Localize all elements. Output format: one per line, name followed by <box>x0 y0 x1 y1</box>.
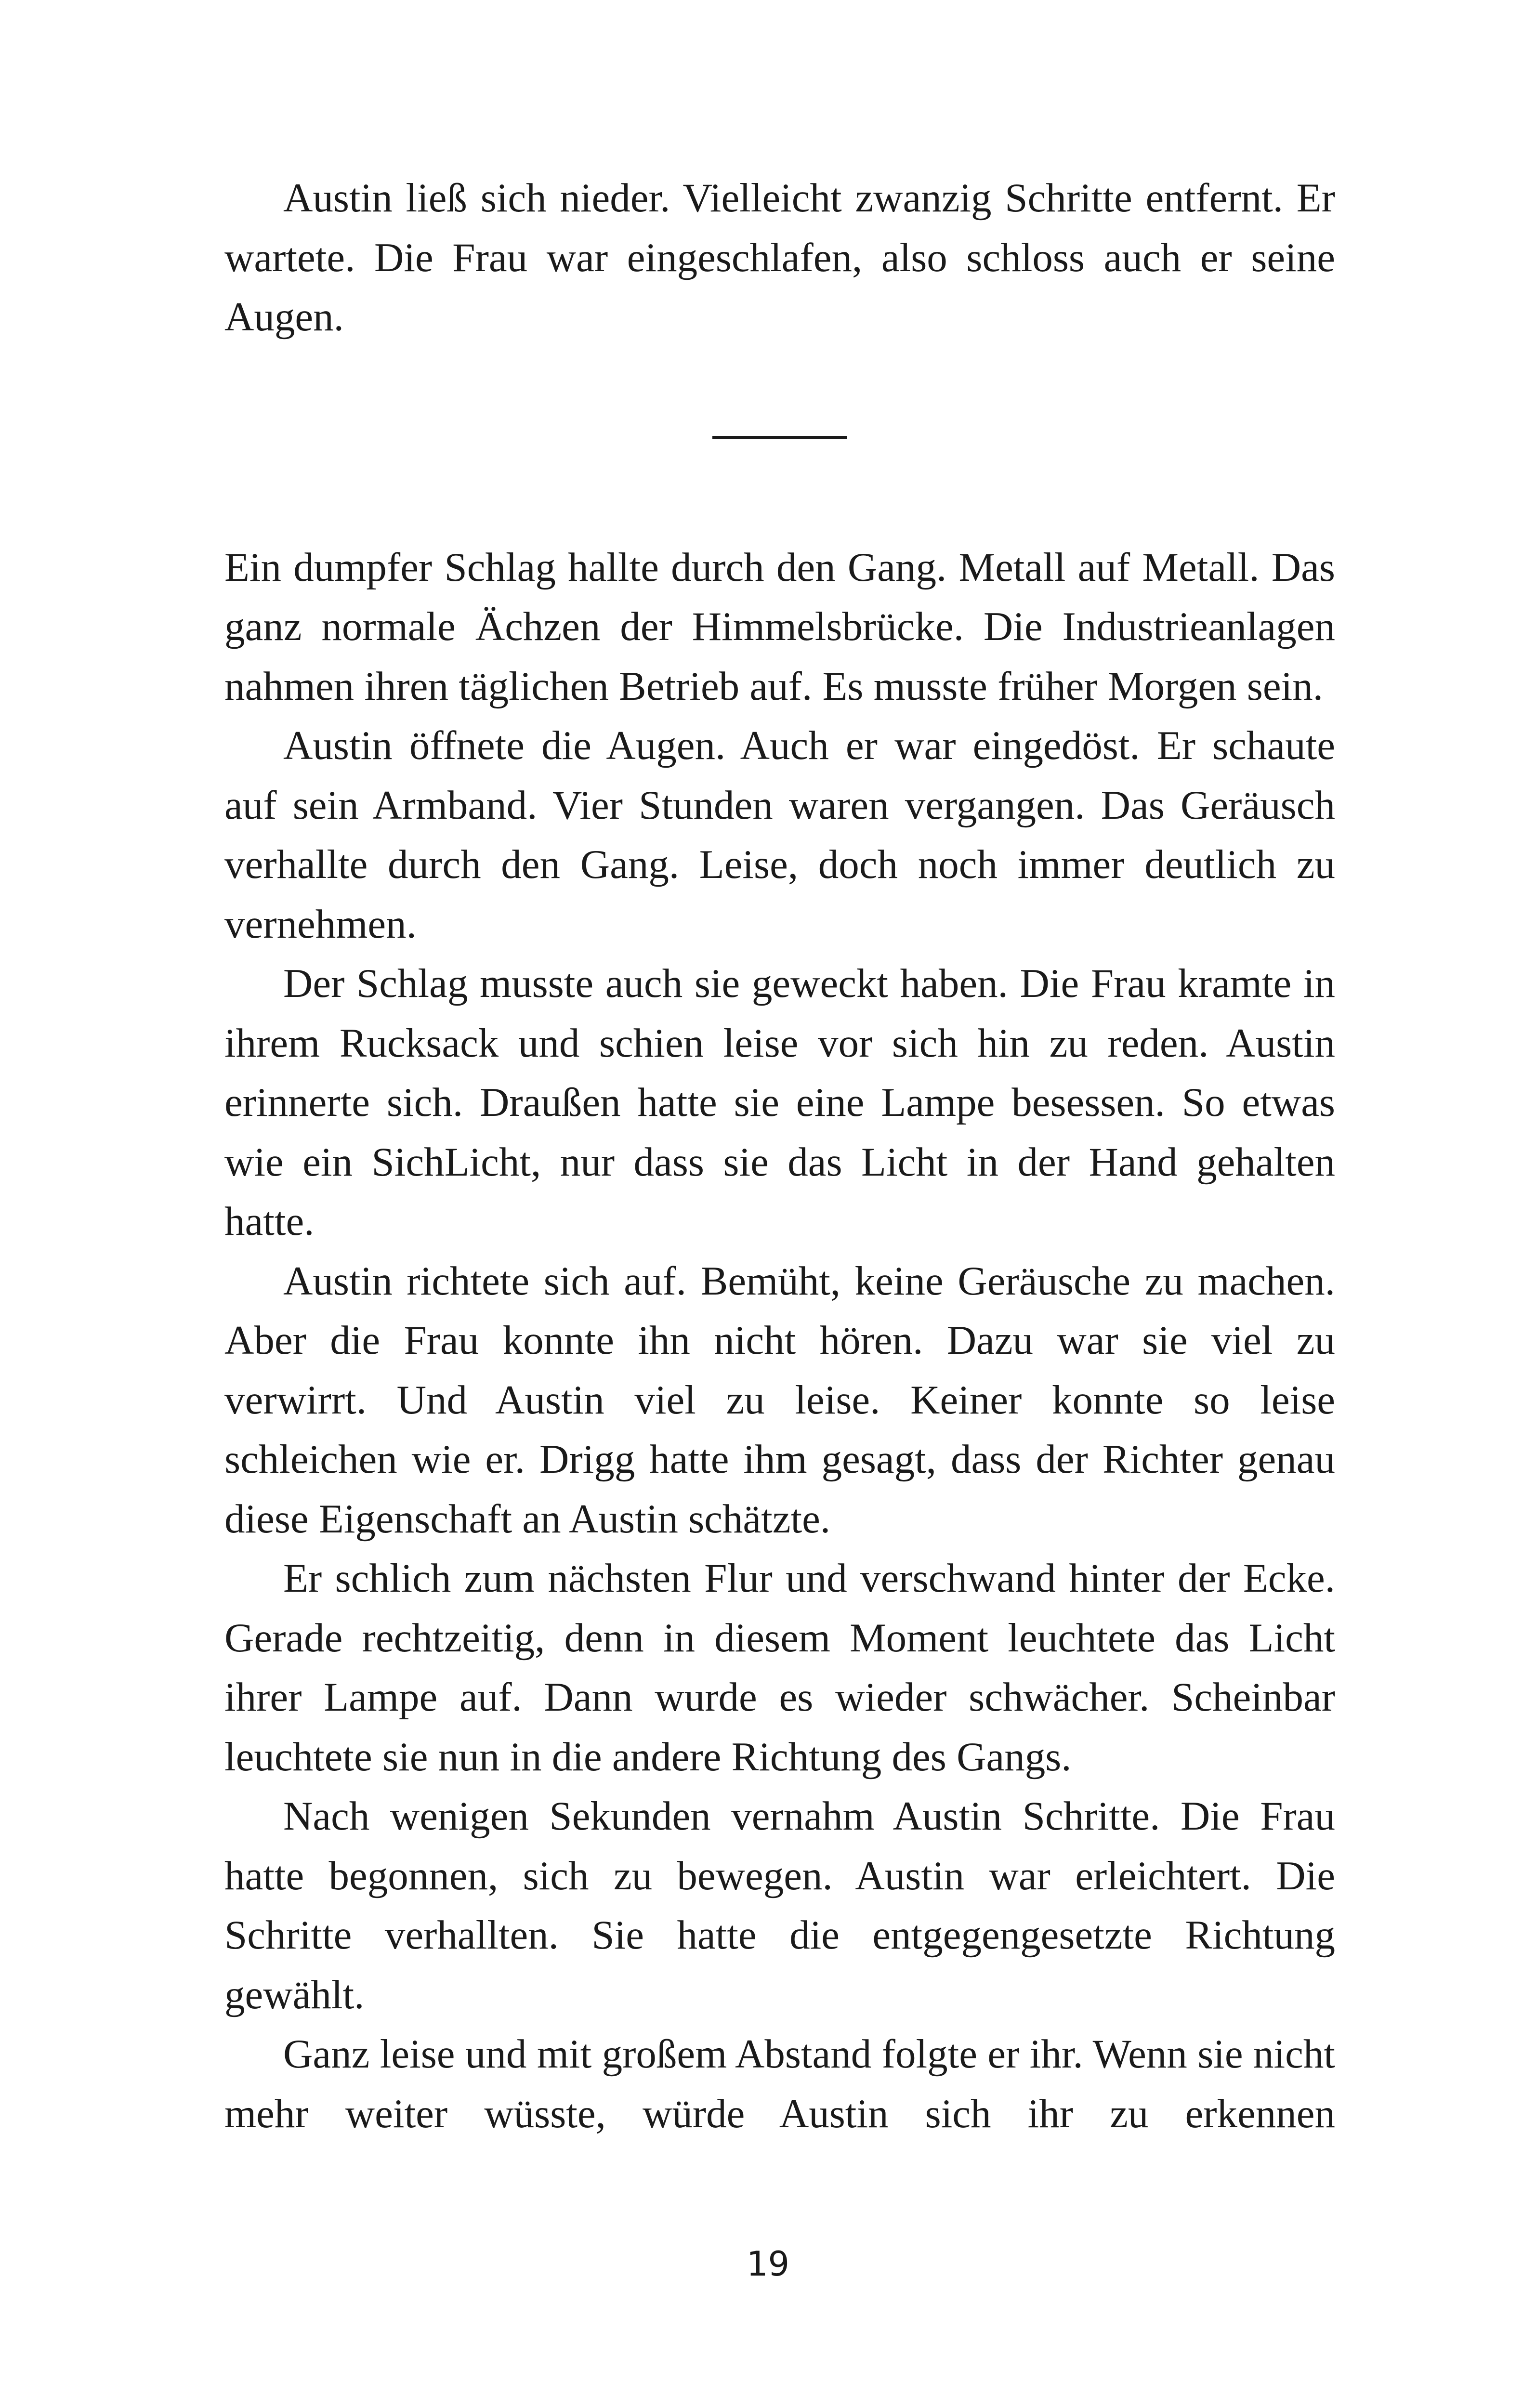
paragraph-footsteps: Nach wenigen Sekunden vernahm Austin Schritte. Die Frau hatte begonnen, sich zu bewegen. Austin war erleichtert. Die Schritte verhallten. Sie hatte die entgegengesetzte Richtung gewählt. <box>224 1793 1335 2017</box>
paragraph-woman-rummages: Der Schlag musste auch sie geweckt haben. Die Frau kramte in ihrem Rucksack und schien leise vor sich hin zu reden. Austin erinnerte sich. Draußen hatte sie eine Lampe besessen. So etwas wie ein SichLicht, nur dass sie das Licht in der Hand gehalten hatte. <box>224 961 1335 1244</box>
paragraph-austin-hides: Er schlich zum nächsten Flur und verschwand hinter der Ecke. Gerade rechtzeitig, denn in diesem Moment leuchtete das Licht ihrer Lampe auf. Dann wurde es wieder schwächer. Scheinbar leuchtete sie nun in die andere Richtung des Gangs. <box>224 1556 1335 1780</box>
paragraph-dull-blow: Ein dumpfer Schlag hallte durch den Gang. Metall auf Metall. Das ganz normale Ächzen der Himmelsbrücke. Die Industrieanlagen nahmen ihren täglichen Betrieb auf. Es musste früher Morgen sein. <box>224 544 1335 709</box>
paragraph-austin-wakes: Austin öffnete die Augen. Auch er war eingedöst. Er schaute auf sein Armband. Vier Stunden waren vergangen. Das Geräusch verhallte durch den Gang. Leise, doch noch immer deutlich zu vernehmen. <box>224 723 1335 947</box>
page-number: 19 <box>746 2244 790 2284</box>
paragraph-austin-rises: Austin richtete sich auf. Bemüht, keine Geräusche zu machen. Aber die Frau konnte ihn nicht hören. Dazu war sie viel zu verwirrt. Und Austin viel zu leise. Keiner konnte so leise schleichen wie er. Drigg hatte ihm gesagt, dass der Richter genau diese Eigenschaft an Austin schätzte. <box>224 1258 1335 1542</box>
section-break-rule <box>712 436 847 439</box>
paragraph-austin-waits: Austin ließ sich nieder. Vielleicht zwanzig Schritte entfernt. Er wartete. Die Frau war eingeschlafen, also schloss auch er seine Augen. <box>224 175 1335 340</box>
book-page <box>224 169 1335 2144</box>
paragraph-follows-her: Ganz leise und mit großem Abstand folgte er ihr. Wenn sie nicht mehr weiter wüsste, würde Austin sich ihr zu erkennen <box>224 2031 1335 2136</box>
